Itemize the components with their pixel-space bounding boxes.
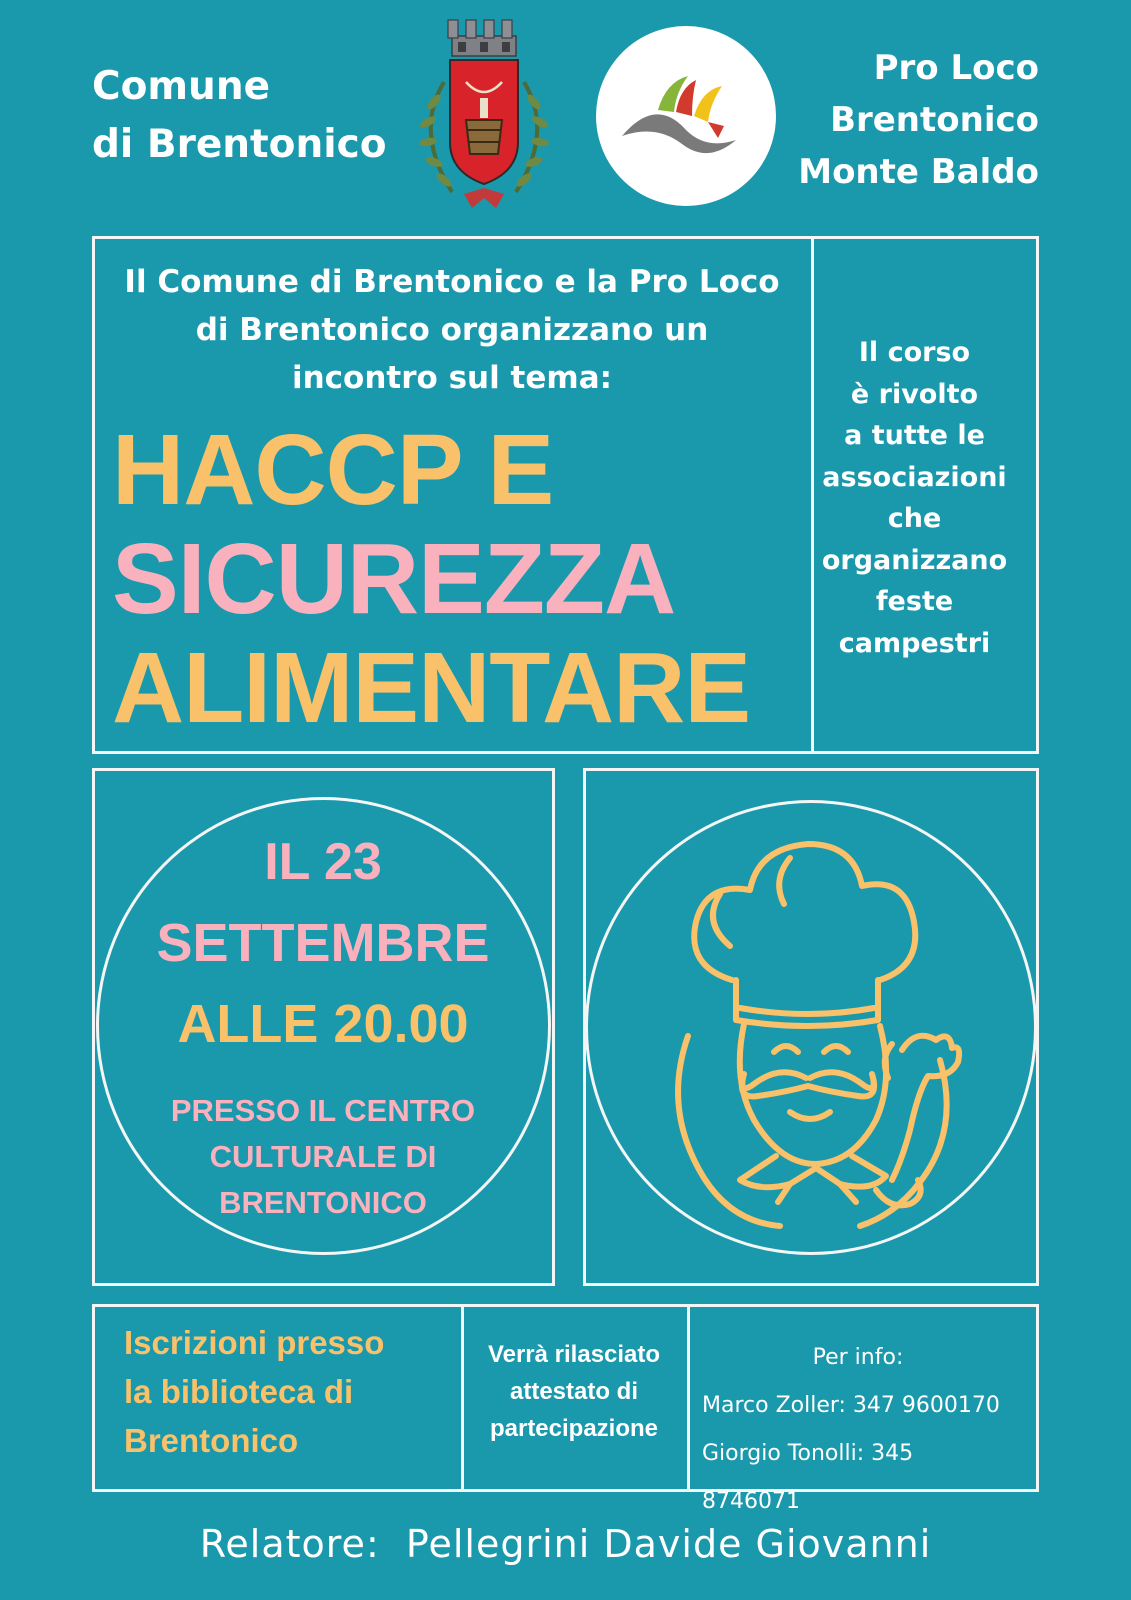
audience-line: che — [887, 503, 942, 534]
event-place — [96, 1088, 550, 1226]
title-line3: ALIMENTARE — [112, 632, 751, 744]
audience-line: associazioni — [822, 461, 1007, 493]
audience-line: Il corso — [858, 337, 971, 368]
pro-loco-logo-icon — [596, 26, 776, 206]
audience-line: feste — [875, 586, 954, 617]
pro-loco-label — [798, 42, 1039, 198]
event-day: IL 23 — [264, 833, 382, 891]
audience-line: organizzano — [821, 544, 1008, 576]
info-text — [702, 1334, 1014, 1526]
certificate-text — [462, 1336, 686, 1447]
pro-loco-line1: Pro Loco — [873, 48, 1039, 88]
coat-of-arms-icon — [404, 12, 564, 212]
contact-marco: Marco Zoller: 347 9600170 — [702, 1393, 1000, 1418]
speaker-line: Relatore: Pellegrini Davide Giovanni — [199, 1522, 932, 1566]
signup-line2: la biblioteca di — [124, 1373, 354, 1410]
pro-loco-logo — [596, 26, 776, 206]
pro-loco-line2: Brentonico — [830, 100, 1039, 140]
audience-line: a tutte le — [844, 420, 985, 451]
comune-label — [92, 58, 387, 174]
intro-line3: incontro sul tema: — [291, 360, 613, 396]
signup-text — [124, 1318, 384, 1465]
audience-line: è rivolto — [850, 378, 979, 410]
intro-text — [112, 258, 792, 402]
chef-icon — [640, 830, 980, 1230]
certificate-line2: attestato di — [509, 1378, 638, 1405]
info-title: Per info: — [812, 1345, 904, 1370]
signup-line1: Iscrizioni presso — [124, 1324, 385, 1361]
audience-text — [812, 332, 1017, 664]
event-place-line3: BRENTONICO — [219, 1185, 427, 1220]
signup-line3: Brentonico — [124, 1422, 299, 1459]
event-month: SETTEMBRE — [156, 913, 490, 973]
event-place-line1: PRESSO IL CENTRO — [170, 1093, 476, 1128]
certificate-line3: partecipazione — [489, 1415, 659, 1442]
intro-line1: Il Comune di Brentonico e la Pro Loco — [124, 264, 780, 300]
audience-line: campestri — [838, 627, 991, 659]
event-place-line2: CULTURALE DI — [209, 1139, 437, 1174]
certificate-line1: Verrà rilasciato — [487, 1341, 661, 1368]
title-line1: HACCP E — [112, 414, 554, 526]
contact-giorgio: Giorgio Tonolli: 345 8746071 — [702, 1441, 914, 1514]
event-time: ALLE 20.00 — [177, 994, 469, 1054]
intro-line2: di Brentonico organizzano un — [195, 312, 709, 348]
title-line2: SICUREZZA — [112, 523, 676, 635]
comune-line1: Comune — [92, 64, 271, 109]
pro-loco-line3: Monte Baldo — [798, 152, 1039, 192]
comune-line2: di Brentonico — [92, 122, 387, 167]
